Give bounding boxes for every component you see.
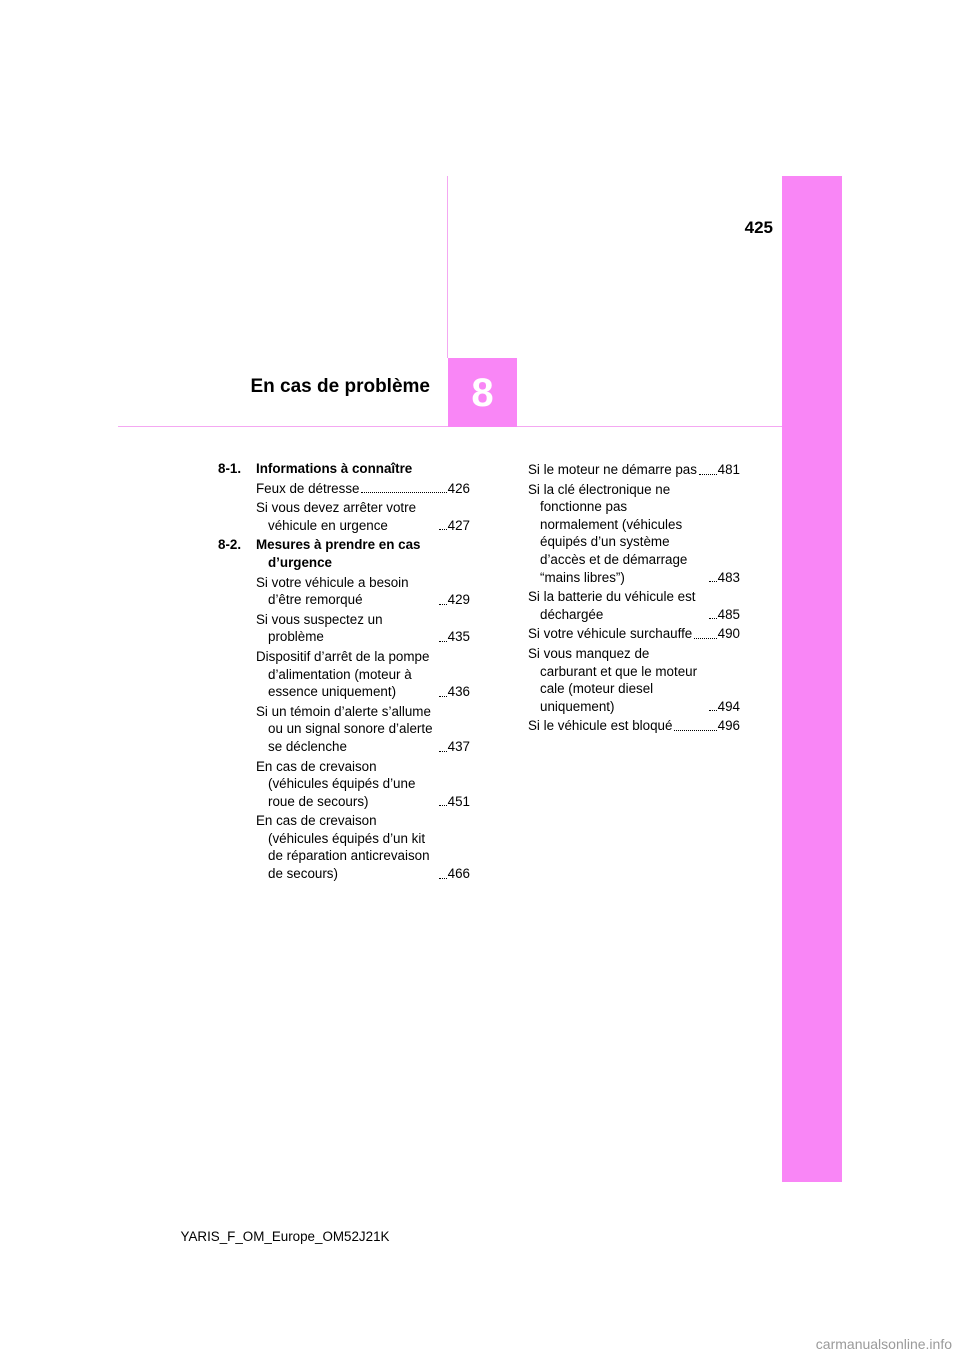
toc-entry[interactable] <box>528 625 740 643</box>
dot-leader <box>694 638 716 639</box>
toc-entry[interactable] <box>256 499 470 534</box>
entry-page: 485 <box>717 606 740 622</box>
toc-entry[interactable] <box>528 588 740 623</box>
dot-leader <box>439 878 447 879</box>
dot-leader <box>709 581 717 582</box>
section-title: Mesures à prendre en cas d’urgence <box>256 537 421 570</box>
entry-page: 436 <box>447 684 470 700</box>
entry-page: 429 <box>447 592 470 608</box>
chapter-side-tab <box>782 176 842 1182</box>
entry-text: Si votre véhicule a besoin d’être remorqué <box>256 574 409 608</box>
toc-entry[interactable] <box>256 648 470 701</box>
entry-text: Si vous suspectez un problème <box>256 611 383 645</box>
toc-column-left <box>218 460 470 883</box>
toc-section <box>218 536 470 882</box>
toc-column-right <box>528 460 740 735</box>
chapter-number-box <box>448 358 517 427</box>
header-vertical-rule <box>447 176 448 358</box>
dot-leader <box>709 618 717 619</box>
entry-text: Feux de détresse <box>256 480 360 496</box>
document-code: YARIS_F_OM_Europe_OM52J21K <box>180 1229 390 1244</box>
entry-text: Si un témoin d’alerte s’allume ou un signal sonore d’alerte se déclenche <box>256 703 433 754</box>
dot-leader <box>439 641 447 642</box>
dot-leader <box>439 751 447 752</box>
dot-leader <box>439 604 447 605</box>
entry-page: 451 <box>447 793 470 809</box>
toc-entry[interactable] <box>256 812 470 882</box>
dot-leader <box>674 730 716 731</box>
watermark: carmanualsonline.info <box>815 1336 952 1352</box>
section-number: 8-1. <box>218 461 242 476</box>
toc-section <box>218 460 470 534</box>
toc-entry[interactable] <box>256 758 470 811</box>
chapter-title: En cas de problème <box>250 376 430 397</box>
toc-entry[interactable] <box>256 611 470 646</box>
entry-text: Dispositif d’arrêt de la pompe d’alimentation (moteur à essence uniquement) <box>256 648 430 700</box>
dot-leader <box>709 710 717 711</box>
entry-text: En cas de crevaison (véhicules équipés d’une roue de secours) <box>256 758 416 809</box>
toc-entry[interactable] <box>256 480 470 498</box>
entry-text: En cas de crevaison (véhicules équipés d’un kit de réparation anticrevaison de secours) <box>256 813 430 882</box>
page-number: 425 <box>744 218 773 237</box>
toc-entry[interactable] <box>528 461 740 479</box>
entry-page: 437 <box>447 738 470 754</box>
toc-entry[interactable] <box>528 717 740 735</box>
section-title: Informations à connaître <box>256 461 413 476</box>
entry-text: Si vous manquez de carburant et que le moteur cale (moteur diesel uniquement) <box>528 645 698 714</box>
dot-leader <box>699 474 717 475</box>
toc-entry[interactable] <box>256 574 470 609</box>
entry-page: 426 <box>447 480 470 496</box>
entry-page: 481 <box>717 462 740 477</box>
entry-page: 483 <box>717 569 740 585</box>
toc-entry[interactable] <box>528 645 740 715</box>
entry-page: 427 <box>447 517 470 533</box>
chapter-number: 8 <box>471 370 494 415</box>
toc-entry[interactable] <box>528 481 740 587</box>
toc-entry[interactable] <box>256 703 470 756</box>
dot-leader <box>361 492 446 493</box>
dot-leader <box>439 696 447 697</box>
entry-page: 435 <box>447 629 470 645</box>
dot-leader <box>439 805 447 806</box>
entry-text: Si votre véhicule surchauffe <box>528 626 693 642</box>
entry-page: 494 <box>717 698 740 714</box>
entry-text: Si la clé électronique ne fonctionne pas normalement (véhicules équipés d’un système d’accès et de démarrage “mains libres”) <box>528 481 688 585</box>
section-number: 8-2. <box>218 537 242 553</box>
entry-text: Si vous devez arrêter votre véhicule en urgence <box>256 500 417 533</box>
entry-text: Si le véhicule est bloqué <box>528 718 673 734</box>
dot-leader <box>439 529 447 530</box>
entry-text: Si la batterie du véhicule est déchargée <box>528 589 696 622</box>
entry-page: 490 <box>717 626 740 642</box>
entry-text: Si le moteur ne démarre pas <box>528 462 697 477</box>
entry-page: 466 <box>447 866 470 882</box>
entry-page: 496 <box>717 718 740 734</box>
